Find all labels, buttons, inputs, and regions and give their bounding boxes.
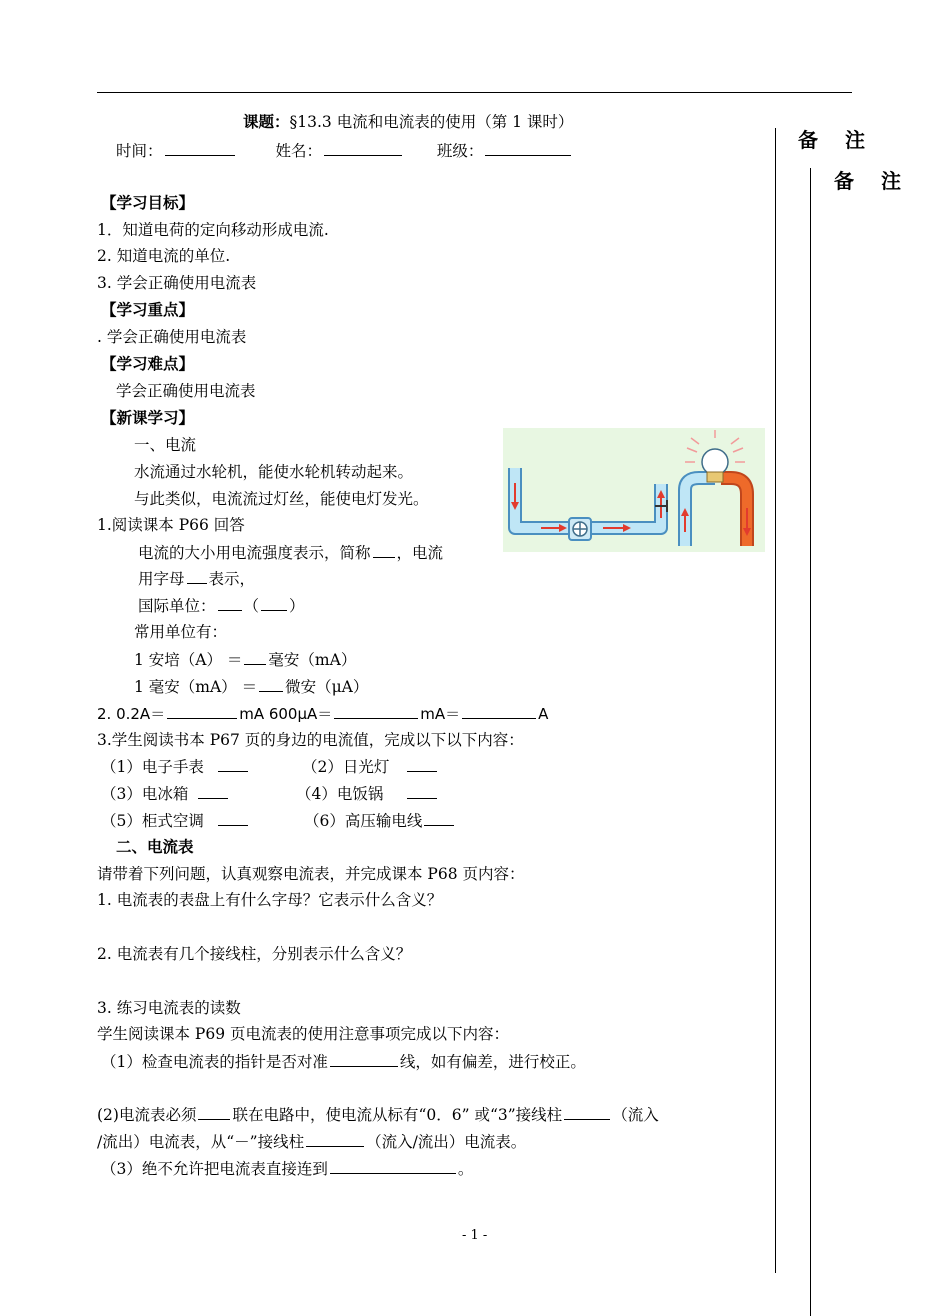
text: ，电流: [396, 544, 444, 562]
text: （流入: [612, 1106, 659, 1124]
key-heading: 【学习重点】: [101, 300, 195, 319]
text: 微安（μA）: [285, 678, 369, 696]
text: （1）电子手表: [101, 758, 204, 776]
margin-rule: [775, 128, 776, 1273]
blank[interactable]: [462, 703, 536, 719]
water-current-analogy-figure: [503, 428, 765, 552]
text: 联在电路中，使电流从标有“0．6” 或“3”接线柱: [232, 1106, 563, 1124]
header-fields: [116, 140, 573, 161]
text: mA 600μA＝: [239, 705, 333, 723]
blank[interactable]: [259, 676, 283, 692]
wire-hot-fill: [721, 478, 747, 546]
fill-line: [134, 649, 356, 670]
name-blank[interactable]: [324, 140, 402, 156]
text: （4）电饭锅: [296, 785, 384, 803]
list-item: [302, 756, 439, 777]
new-lesson-heading: 【新课学习】: [101, 408, 195, 427]
text: （3）绝不允许把电流表直接连到: [101, 1160, 328, 1178]
text: （5）柜式空调: [101, 812, 204, 830]
list-item: [296, 783, 439, 804]
class-blank[interactable]: [485, 140, 571, 156]
text: 用字母: [138, 570, 185, 588]
question: 2. 电流表有几个接线柱，分别表示什么含义？: [97, 945, 412, 963]
time-label: 时间：: [116, 142, 163, 160]
text: （: [243, 597, 260, 615]
paragraph: 请带着下列问题，认真观察电流表，并完成课本 P68 页内容：: [97, 865, 525, 883]
list-item: [304, 810, 456, 831]
difficulty-heading: 【学习难点】: [101, 354, 195, 373]
wire-cold-fill: [685, 478, 715, 546]
side-note-1: 备 注: [798, 128, 875, 152]
blank[interactable]: [330, 1158, 456, 1174]
blank[interactable]: [424, 810, 454, 826]
question: 1. 电流表的表盘上有什么字母？它表示什么含义？: [97, 891, 443, 909]
text: (2)电流表必须: [97, 1106, 197, 1124]
blank[interactable]: [373, 542, 395, 558]
fill-line: [138, 568, 255, 589]
blank[interactable]: [218, 595, 242, 611]
fill-line: [97, 1131, 526, 1152]
text: 国际单位：: [138, 597, 216, 615]
page-title: [243, 112, 573, 132]
goal-item: 3. 学会正确使用电流表: [97, 274, 257, 292]
question: 3. 练习电流表的读数: [97, 999, 241, 1017]
question-1: 1.阅读课本 P66 回答: [97, 516, 245, 534]
page-number: - 1 -: [462, 1228, 488, 1243]
paragraph: 常用单位有：: [134, 623, 228, 641]
blank[interactable]: [334, 703, 418, 719]
text: 表示，: [208, 570, 256, 588]
title-label: 课题：: [243, 112, 290, 131]
class-label: 班级：: [436, 142, 484, 160]
margin-rule-inner: [810, 168, 811, 1316]
fill-line: [97, 1104, 659, 1125]
text: （6）高压输电线: [304, 812, 423, 830]
key-text: . 学会正确使用电流表: [97, 328, 247, 346]
text: 。: [457, 1160, 474, 1178]
text: （3）电冰箱: [101, 785, 189, 803]
fill-line: [101, 1158, 473, 1179]
question-3: 3.学生阅读书本 P67 页的身边的电流值，完成以下以下内容：: [97, 731, 524, 749]
blank[interactable]: [187, 568, 207, 584]
section-2-title: 二、电流表: [116, 837, 194, 856]
goal-item: 2. 知道电流的单位.: [97, 247, 231, 265]
title-text: §13.3 电流和电流表的使用（第 1 课时）: [289, 113, 574, 131]
fill-line: [101, 1051, 586, 1072]
side-note-2: 备 注: [834, 169, 911, 193]
blank[interactable]: [306, 1131, 364, 1147]
text: （2）日光灯: [302, 758, 390, 776]
text: 2. 0.2A＝: [97, 705, 166, 723]
blank[interactable]: [330, 1051, 398, 1067]
top-rule: [97, 92, 852, 93]
text: 电流的大小用电流强度表示，简称: [138, 544, 371, 562]
blank[interactable]: [407, 756, 437, 772]
blank[interactable]: [198, 783, 228, 799]
blank[interactable]: [218, 756, 248, 772]
blank[interactable]: [244, 649, 266, 665]
time-blank[interactable]: [165, 140, 235, 156]
text: A: [538, 705, 549, 723]
blank[interactable]: [198, 1104, 230, 1120]
name-label: 姓名：: [275, 142, 322, 160]
blank[interactable]: [218, 810, 248, 826]
text: mA＝: [420, 705, 461, 723]
difficulty-text: 学会正确使用电流表: [116, 382, 256, 400]
goals-heading: 【学习目标】: [101, 193, 195, 212]
text: /流出）电流表，从“－”接线柱: [97, 1133, 305, 1151]
text: （1）检查电流表的指针是否对准: [101, 1053, 328, 1071]
fill-line: [138, 542, 443, 563]
text: 毫安（mA）: [268, 651, 357, 669]
list-item: [101, 756, 250, 777]
text: 1 安培（A） ＝: [134, 651, 243, 669]
goal-item: 1．知道电荷的定向移动形成电流.: [97, 221, 329, 239]
question-2: [97, 703, 548, 724]
text: 1 毫安（mA） ＝: [134, 678, 258, 696]
paragraph: 与此类似，电流流过灯丝，能使电灯发光。: [134, 490, 429, 508]
paragraph: 水流通过水轮机，能使水轮机转动起来。: [134, 463, 414, 481]
section-1-title: 一、电流: [134, 436, 197, 454]
fill-line: [138, 595, 305, 616]
text: 线，如有偏差，进行校正。: [399, 1053, 586, 1071]
list-item: [101, 783, 230, 804]
text: ）: [289, 597, 305, 615]
blank[interactable]: [564, 1104, 610, 1120]
blank[interactable]: [407, 783, 437, 799]
fill-line: [134, 676, 368, 697]
paragraph: 学生阅读课本 P69 页电流表的使用注意事项完成以下内容：: [97, 1025, 510, 1043]
blank[interactable]: [167, 703, 237, 719]
list-item: [101, 810, 250, 831]
analogy-illustration: [503, 428, 765, 552]
blank[interactable]: [261, 595, 287, 611]
text: （流入/流出）电流表。: [366, 1133, 527, 1151]
